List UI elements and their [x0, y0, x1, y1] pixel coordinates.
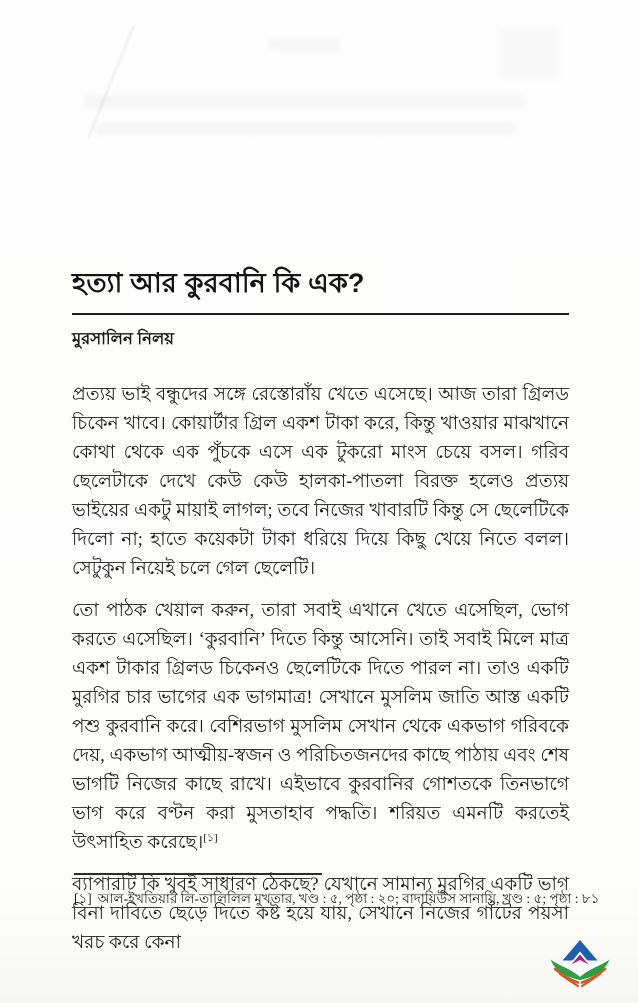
bleedthrough-ghost-mark: [500, 28, 560, 78]
open-book-arrow-logo-icon: [549, 939, 611, 991]
paragraph-text: তো পাঠক খেয়াল করুন, তারা সবাই এখানে খেতে এসেছিল, ভোগ করতে এসেছিল। ‘কুরবানি’ দিতে কিন্তু আসেনি। তাই সবাই মিলে মাত্র একশ টাকার গ্রিলড চিকেনও ছেলেটিকে দিতে পারল না। তাও একটি মুরগির চার ভাগের এক ভাগমাত্র! সেখানে মুসলিম জাতি আস্ত একটি পশু কুরবানি করে। বেশিরভাগ মুসলিম সেখান থেকে একভাগ গরিবকে দেয়, একভাগ আত্মীয়-স্বজন ও পরিচিতজনদের কাছে পাঠায় এবং শেষ ভাগটি নিজের কাছে রাখে। এইভাবে কুরবানির গোশতকে তিনভাগে ভাগ করে বণ্টন করা মুসতাহাব পদ্ধতি। শরিয়ত এমনটি করতেই উৎসাহিত করেছে।: [72, 601, 569, 853]
body-paragraph: [72, 381, 569, 584]
bleedthrough-ghost-text: [95, 122, 515, 135]
paragraph-text: ব্যাপারটি কি খুবই সাধারণ ঠেকছে? যেখানে সামান্য মুরগির একটি ভাগ বিনা দাবিতে ছেড়ে দিতে কষ্ট হয়ে যায়, সেখানে নিজের গাঁটের পয়সা খরচ করে কেনা: [72, 875, 569, 953]
footnote-reference: [১]: [203, 831, 218, 844]
footnote-divider: [74, 873, 322, 875]
footnote-text: [74, 888, 614, 911]
page-content: [72, 264, 569, 971]
publisher-logo: [549, 939, 611, 991]
footnote-marker: [১]: [74, 891, 92, 906]
chapter-title: হত্যা আর কুরবানি কি এক?: [72, 268, 365, 298]
body-text: [72, 381, 569, 958]
footnote-area: [74, 873, 614, 911]
author-name: মুরসালিন নিলয়: [72, 330, 174, 348]
paragraph-text: প্রত্যয় ভাই বন্ধুদের সঙ্গে রেস্তোরাঁয় খেতে এসেছে। আজ তারা গ্রিলড চিকেন খাবে। কোয়ার্টার গ্রিল একশ টাকা করে, কিন্তু খাওয়ার মাঝখানে কোথা থেকে এক পুঁচকে এসে এক টুকরো মাংস চেয়ে বসল। গরিব ছেলেটাকে দেখে কেউ কেউ হালকা-পাতলা বিরক্ত হলেও প্রত্যয় ভাইয়ের একটু মায়াই লাগল; তবে নিজের খাবারটি কিন্তু সে ছেলেটিকে দিলো না; হাতে কয়েকটা টাকা ধরিয়ে দিয়ে কিছু খেয়ে নিতে বলল। সেটুকুন নিয়েই চলে গেল ছেলেটি।: [72, 385, 569, 579]
footnote-citation: আল-ইখতিয়ার লি-তালিলিল মুখতার, খণ্ড : ৫, পৃষ্ঠা : ২০; বাদায়িউস সানায়ি, খণ্ড : ৫; পৃষ্ঠা : ৮১: [97, 891, 600, 906]
bleedthrough-ghost-text: [270, 38, 340, 52]
body-paragraph: [72, 597, 569, 858]
bleedthrough-ghost-text: [85, 95, 525, 108]
title-divider: [72, 313, 569, 315]
